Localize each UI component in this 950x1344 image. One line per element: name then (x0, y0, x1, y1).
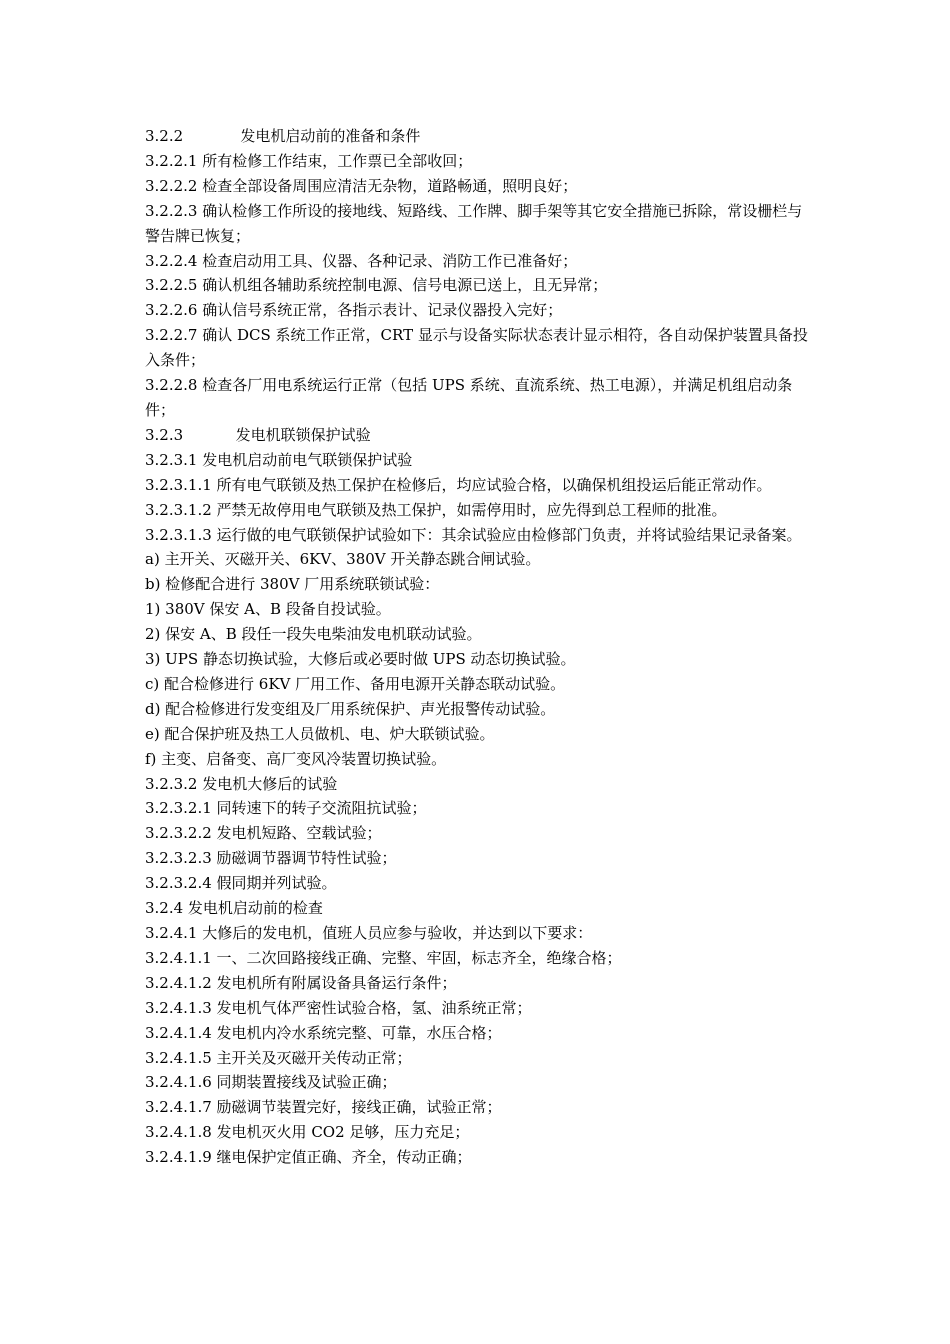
section-heading-3-2-3: 3.2.3 发电机联锁保护试验 (145, 425, 371, 444)
list-item: 3.2.4.1.6 同期装置接线及试验正确； (145, 1073, 397, 1092)
list-item: b) 检修配合进行 380V 厂用系统联锁试验： (145, 575, 440, 594)
section-heading-3-2-4: 3.2.4 发电机启动前的检查 (145, 899, 323, 918)
list-item: e) 配合保护班及热工人员做机、电、炉大联锁试验。 (145, 724, 495, 743)
list-item: 3.2.4.1.1 一、二次回路接线正确、完整、牢固，标志齐全，绝缘合格； (145, 948, 622, 967)
list-item: 3.2.4.1.7 励磁调节装置完好，接线正确，试验正常； (145, 1098, 502, 1117)
list-item: 3.2.3.2.4 假同期并列试验。 (145, 874, 337, 893)
list-item: 3.2.3.2.3 励磁调节器调节特性试验； (145, 849, 397, 868)
list-item: 3.2.2.5 确认机组各辅助系统控制电源、信号电源已送上，且无异常； (145, 276, 608, 295)
list-item: 3.2.4.1.9 继电保护定值正确、齐全，传动正确； (145, 1148, 472, 1167)
subsection-heading: 3.2.3.2 发电机大修后的试验 (145, 774, 338, 793)
list-item: 2) 保安 A、B 段任一段失电柴油发电机联动试验。 (145, 625, 482, 644)
list-item: 3.2.4.1.5 主开关及灭磁开关传动正常； (145, 1048, 412, 1067)
list-item: 3.2.4.1 大修后的发电机，值班人员应参与验收，并达到以下要求： (145, 924, 593, 942)
list-item: 3.2.2.1 所有检修工作结束，工作票已全部收回； (145, 151, 473, 170)
list-item: 3.2.2.6 确认信号系统正常，各指示表计、记录仪器投入完好； (145, 301, 563, 320)
list-item: 3.2.3.1.1 所有电气联锁及热工保护在检修后，均应试验合格，以确保机组投运后能正常动作。 (145, 475, 772, 494)
list-item: 3.2.2.3 确认检修工作所设的接地线、短路线、工作牌、脚手架等其它安全措施已拆除，常设栅栏与警告牌已恢复； (145, 201, 803, 245)
list-item: c) 配合检修进行 6KV 厂用工作、备用电源开关静态联动试验。 (145, 674, 566, 693)
list-item: 3.2.4.1.4 发电机内冷水系统完整、可靠，水压合格； (145, 1023, 502, 1042)
list-item: f) 主变、启备变、高厂变风冷装置切换试验。 (145, 749, 447, 768)
list-item: 3.2.4.1.8 发电机灭火用 CO2 足够，压力充足； (145, 1123, 470, 1142)
list-item: 3.2.2.2 检查全部设备周围应清洁无杂物，道路畅通，照明良好； (145, 176, 578, 195)
section-heading-3-2-2: 3.2.2 发电机启动前的准备和条件 (145, 127, 421, 145)
list-item: 3.2.2.8 检查各厂用电系统运行正常（包括 UPS 系统、直流系统、热工电源），并满足机组启动条件； (145, 376, 793, 419)
document-body (145, 124, 810, 1170)
list-item: d) 配合检修进行发变组及厂用系统保护、声光报警传动试验。 (145, 699, 556, 718)
list-item: 3.2.2.4 检查启动用工具、仪器、各种记录、消防工作已准备好； (145, 251, 578, 270)
list-item: 3) UPS 静态切换试验，大修后或必要时做 UPS 动态切换试验。 (145, 650, 576, 669)
list-item: 3.2.2.7 确认 DCS 系统工作正常，CRT 显示与设备实际状态表计显示相符，各自动保护装置具备投入条件； (145, 326, 808, 370)
list-item: 3.2.3.2.2 发电机短路、空载试验； (145, 824, 382, 843)
list-item: 3.2.4.1.2 发电机所有附属设备具备运行条件； (145, 973, 457, 992)
subsection-heading: 3.2.3.1 发电机启动前电气联锁保护试验 (145, 450, 413, 469)
list-item: 3.2.3.1.2 严禁无故停用电气联锁及热工保护，如需停用时，应先得到总工程师的批准。 (145, 500, 727, 519)
list-item: 3.2.4.1.3 发电机气体严密性试验合格，氢、油系统正常； (145, 998, 532, 1017)
list-item: 3.2.3.2.1 同转速下的转子交流阻抗试验； (145, 799, 427, 818)
list-item: a) 主开关、灭磁开关、6KV、380V 开关静态跳合闸试验。 (145, 550, 541, 569)
list-item: 3.2.3.1.3 运行做的电气联锁保护试验如下：其余试验应由检修部门负责，并将试验结果记录备案。 (145, 525, 802, 544)
list-item: 1) 380V 保安 A、B 段备自投试验。 (145, 600, 391, 619)
